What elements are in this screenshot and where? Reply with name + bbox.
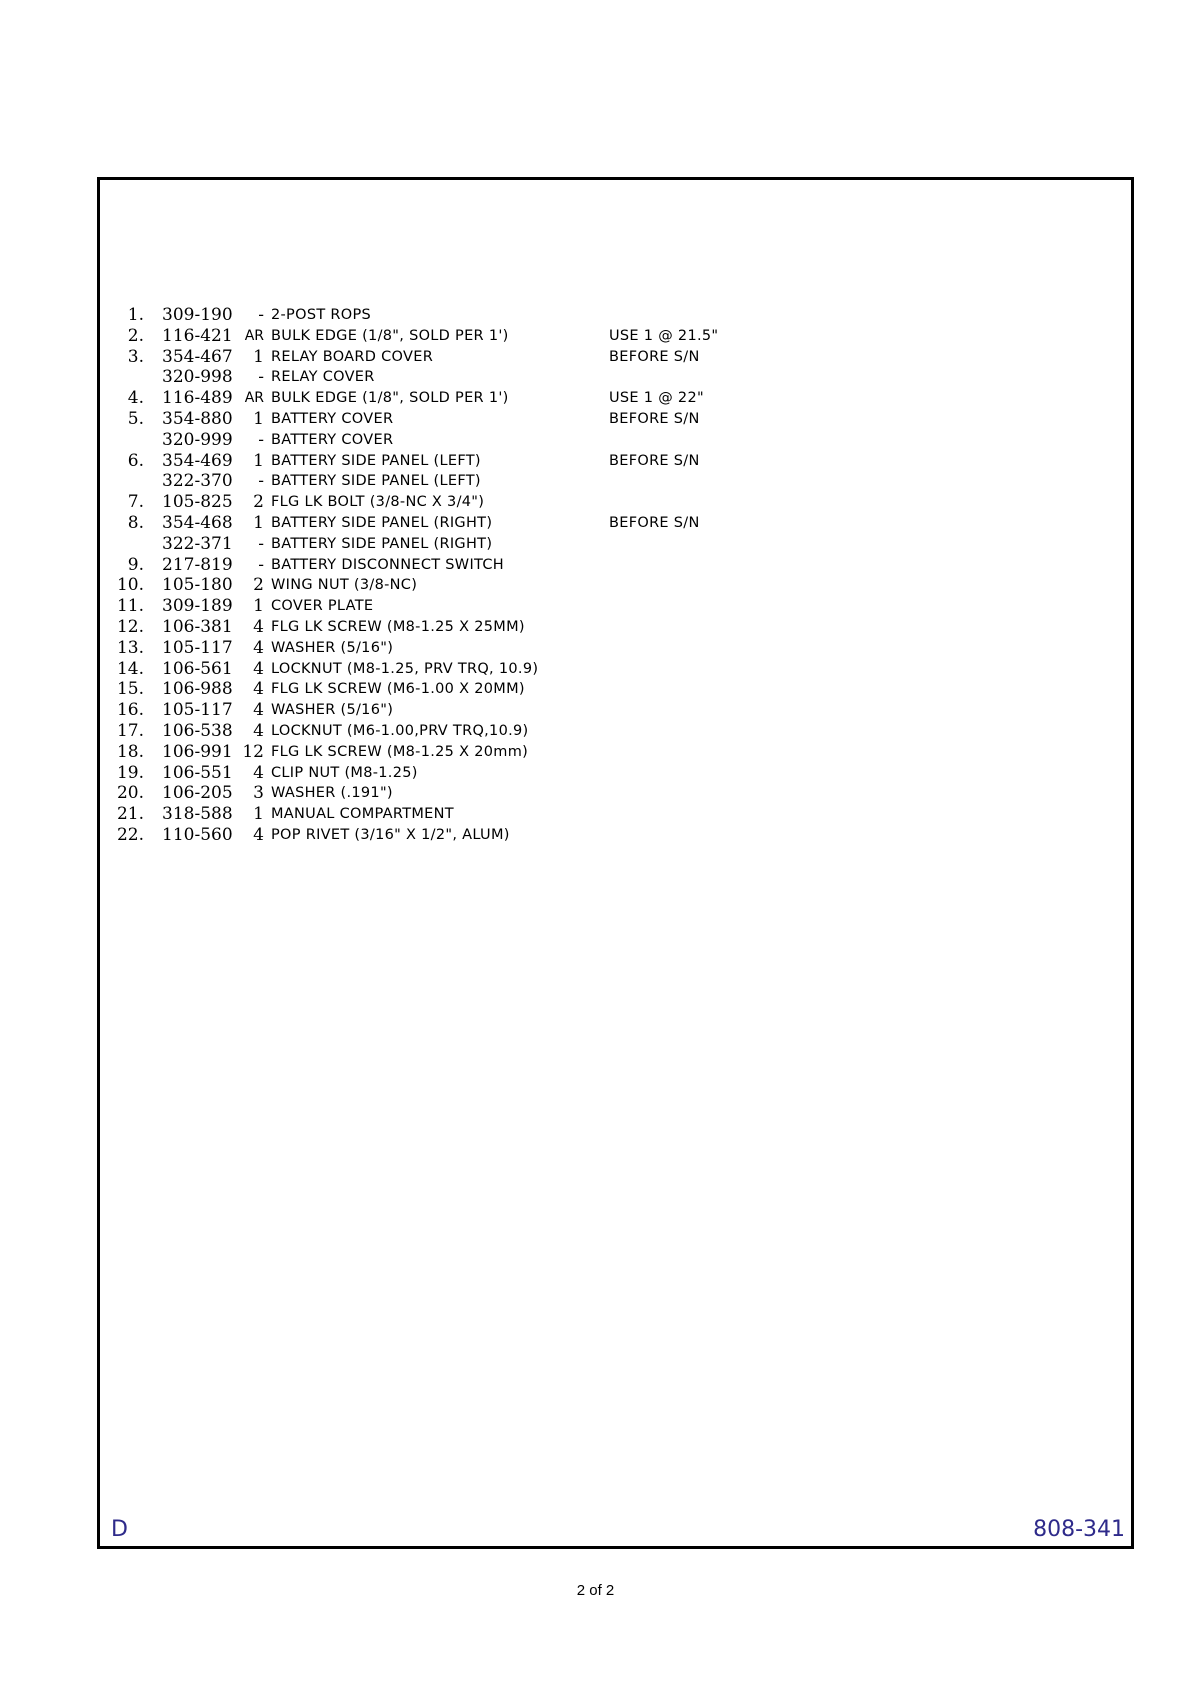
- part-number: 309-190: [162, 305, 233, 325]
- item-number: 6.: [127, 450, 144, 471]
- drawing-number: 808-341: [1033, 1517, 1125, 1542]
- note: BEFORE S/N: [609, 410, 700, 427]
- item-number: 22.: [116, 824, 144, 845]
- part-number: 106-205: [162, 783, 233, 804]
- parts-list: [108, 305, 808, 846]
- parts-row: [108, 659, 808, 680]
- item-number: 21.: [116, 804, 144, 825]
- part-number: 320-998: [162, 367, 233, 388]
- quantity: 4: [253, 679, 264, 700]
- parts-row: [108, 513, 808, 534]
- part-number: 105-825: [162, 492, 233, 513]
- parts-row: [108, 783, 808, 804]
- part-number: 116-489: [162, 388, 233, 409]
- description: BATTERY COVER: [271, 431, 394, 448]
- quantity: 2: [253, 492, 264, 513]
- quantity: 1: [253, 804, 264, 825]
- part-number: 322-371: [162, 533, 233, 554]
- item-number: 11.: [116, 596, 144, 617]
- item-number: 18.: [116, 741, 144, 762]
- item-number: 10.: [116, 575, 144, 596]
- page-number: 2 of 2: [576, 1582, 615, 1599]
- quantity: 4: [253, 658, 264, 679]
- note: USE 1 @ 21.5": [609, 327, 719, 344]
- parts-row: [108, 575, 808, 596]
- item-number: 16.: [116, 700, 144, 721]
- description: BATTERY SIDE PANEL (RIGHT): [271, 535, 493, 552]
- description: BATTERY SIDE PANEL (LEFT): [271, 452, 481, 469]
- quantity: AR: [244, 390, 264, 407]
- parts-row: [108, 721, 808, 742]
- quantity: 4: [253, 720, 264, 741]
- part-number: 322-370: [162, 471, 233, 492]
- item-number: 14.: [116, 658, 144, 679]
- description: RELAY COVER: [271, 369, 375, 386]
- description: FLG LK SCREW (M6-1.00 X 20MM): [271, 681, 525, 698]
- part-number: 116-421: [162, 325, 233, 346]
- description: WASHER (5/16"): [271, 702, 394, 719]
- quantity: -: [258, 533, 264, 554]
- description: BULK EDGE (1/8", SOLD PER 1'): [271, 327, 509, 344]
- part-number: 105-117: [162, 637, 233, 658]
- part-number: 105-180: [162, 575, 233, 596]
- quantity: 2: [253, 575, 264, 596]
- quantity: 1: [253, 450, 264, 471]
- quantity: 4: [253, 824, 264, 845]
- quantity: 1: [253, 596, 264, 617]
- part-number: 354-467: [162, 346, 233, 367]
- description: WASHER (.191"): [271, 785, 393, 802]
- note: BEFORE S/N: [609, 348, 700, 365]
- item-number: 12.: [116, 616, 144, 637]
- parts-row: [108, 388, 808, 409]
- description: 2-POST ROPS: [271, 307, 372, 323]
- note: BEFORE S/N: [609, 514, 700, 531]
- quantity: 4: [253, 637, 264, 658]
- item-number: 8.: [127, 512, 144, 533]
- description: LOCKNUT (M8-1.25, PRV TRQ, 10.9): [271, 660, 539, 677]
- description: COVER PLATE: [271, 598, 374, 615]
- description: MANUAL COMPARTMENT: [271, 806, 454, 823]
- description: FLG LK BOLT (3/8-NC X 3/4"): [271, 494, 485, 511]
- item-number: 7.: [127, 492, 144, 513]
- quantity: AR: [244, 327, 264, 344]
- description: POP RIVET (3/16" X 1/2", ALUM): [271, 826, 510, 843]
- parts-row: [108, 534, 808, 555]
- parts-row: [108, 492, 808, 513]
- part-number: 106-381: [162, 616, 233, 637]
- description: WING NUT (3/8-NC): [271, 577, 418, 594]
- item-number: 17.: [116, 720, 144, 741]
- note: BEFORE S/N: [609, 452, 700, 469]
- parts-row: [108, 617, 808, 638]
- parts-row: [108, 471, 808, 492]
- parts-row: [108, 742, 808, 763]
- parts-row: [108, 367, 808, 388]
- note: USE 1 @ 22": [609, 390, 704, 407]
- parts-row: [108, 430, 808, 451]
- part-number: 106-551: [162, 762, 233, 783]
- part-number: 217-819: [162, 554, 233, 575]
- quantity: 12: [242, 741, 264, 762]
- item-number: 15.: [116, 679, 144, 700]
- item-number: 19.: [116, 762, 144, 783]
- item-number: 2.: [127, 325, 144, 346]
- part-number: 106-988: [162, 679, 233, 700]
- part-number: 309-189: [162, 596, 233, 617]
- part-number: 318-588: [162, 804, 233, 825]
- parts-row: [108, 804, 808, 825]
- parts-row: [108, 596, 808, 617]
- revision-letter: D: [111, 1517, 128, 1542]
- part-number: 106-538: [162, 720, 233, 741]
- item-number: 3.: [127, 346, 144, 367]
- parts-row: [108, 638, 808, 659]
- item-number: 20.: [116, 783, 144, 804]
- description: BATTERY SIDE PANEL (LEFT): [271, 473, 481, 490]
- quantity: 1: [253, 346, 264, 367]
- item-number: 5.: [127, 408, 144, 429]
- part-number: 354-880: [162, 408, 233, 429]
- parts-row: [108, 679, 808, 700]
- quantity: 3: [253, 783, 264, 804]
- quantity: -: [258, 554, 264, 575]
- parts-row: [108, 825, 808, 846]
- parts-row: [108, 305, 808, 326]
- description: BATTERY SIDE PANEL (RIGHT): [271, 514, 493, 531]
- part-number: 106-991: [162, 741, 233, 762]
- parts-row: [108, 700, 808, 721]
- part-number: 354-469: [162, 450, 233, 471]
- quantity: -: [258, 305, 264, 325]
- quantity: 1: [253, 408, 264, 429]
- parts-row: [108, 451, 808, 472]
- description: BULK EDGE (1/8", SOLD PER 1'): [271, 390, 509, 407]
- quantity: 4: [253, 762, 264, 783]
- item-number: 4.: [127, 388, 144, 409]
- parts-row: [108, 409, 808, 430]
- item-number: 13.: [116, 637, 144, 658]
- item-number: 1.: [127, 305, 144, 325]
- quantity: 4: [253, 700, 264, 721]
- part-number: 105-117: [162, 700, 233, 721]
- description: WASHER (5/16"): [271, 639, 394, 656]
- description: LOCKNUT (M6-1.00,PRV TRQ,10.9): [271, 722, 529, 739]
- part-number: 320-999: [162, 429, 233, 450]
- part-number: 110-560: [162, 824, 233, 845]
- parts-row: [108, 555, 808, 576]
- description: FLG LK SCREW (M8-1.25 X 25MM): [271, 618, 525, 635]
- parts-row: [108, 763, 808, 784]
- description: RELAY BOARD COVER: [271, 348, 434, 365]
- quantity: -: [258, 471, 264, 492]
- item-number: 9.: [127, 554, 144, 575]
- quantity: 4: [253, 616, 264, 637]
- part-number: 106-561: [162, 658, 233, 679]
- description: BATTERY DISCONNECT SWITCH: [271, 556, 504, 573]
- description: FLG LK SCREW (M8-1.25 X 20mm): [271, 743, 529, 760]
- description: BATTERY COVER: [271, 410, 394, 427]
- quantity: -: [258, 367, 264, 388]
- part-number: 354-468: [162, 512, 233, 533]
- description: CLIP NUT (M8-1.25): [271, 764, 418, 781]
- quantity: 1: [253, 512, 264, 533]
- quantity: -: [258, 429, 264, 450]
- parts-row: [108, 326, 808, 347]
- parts-row: [108, 347, 808, 368]
